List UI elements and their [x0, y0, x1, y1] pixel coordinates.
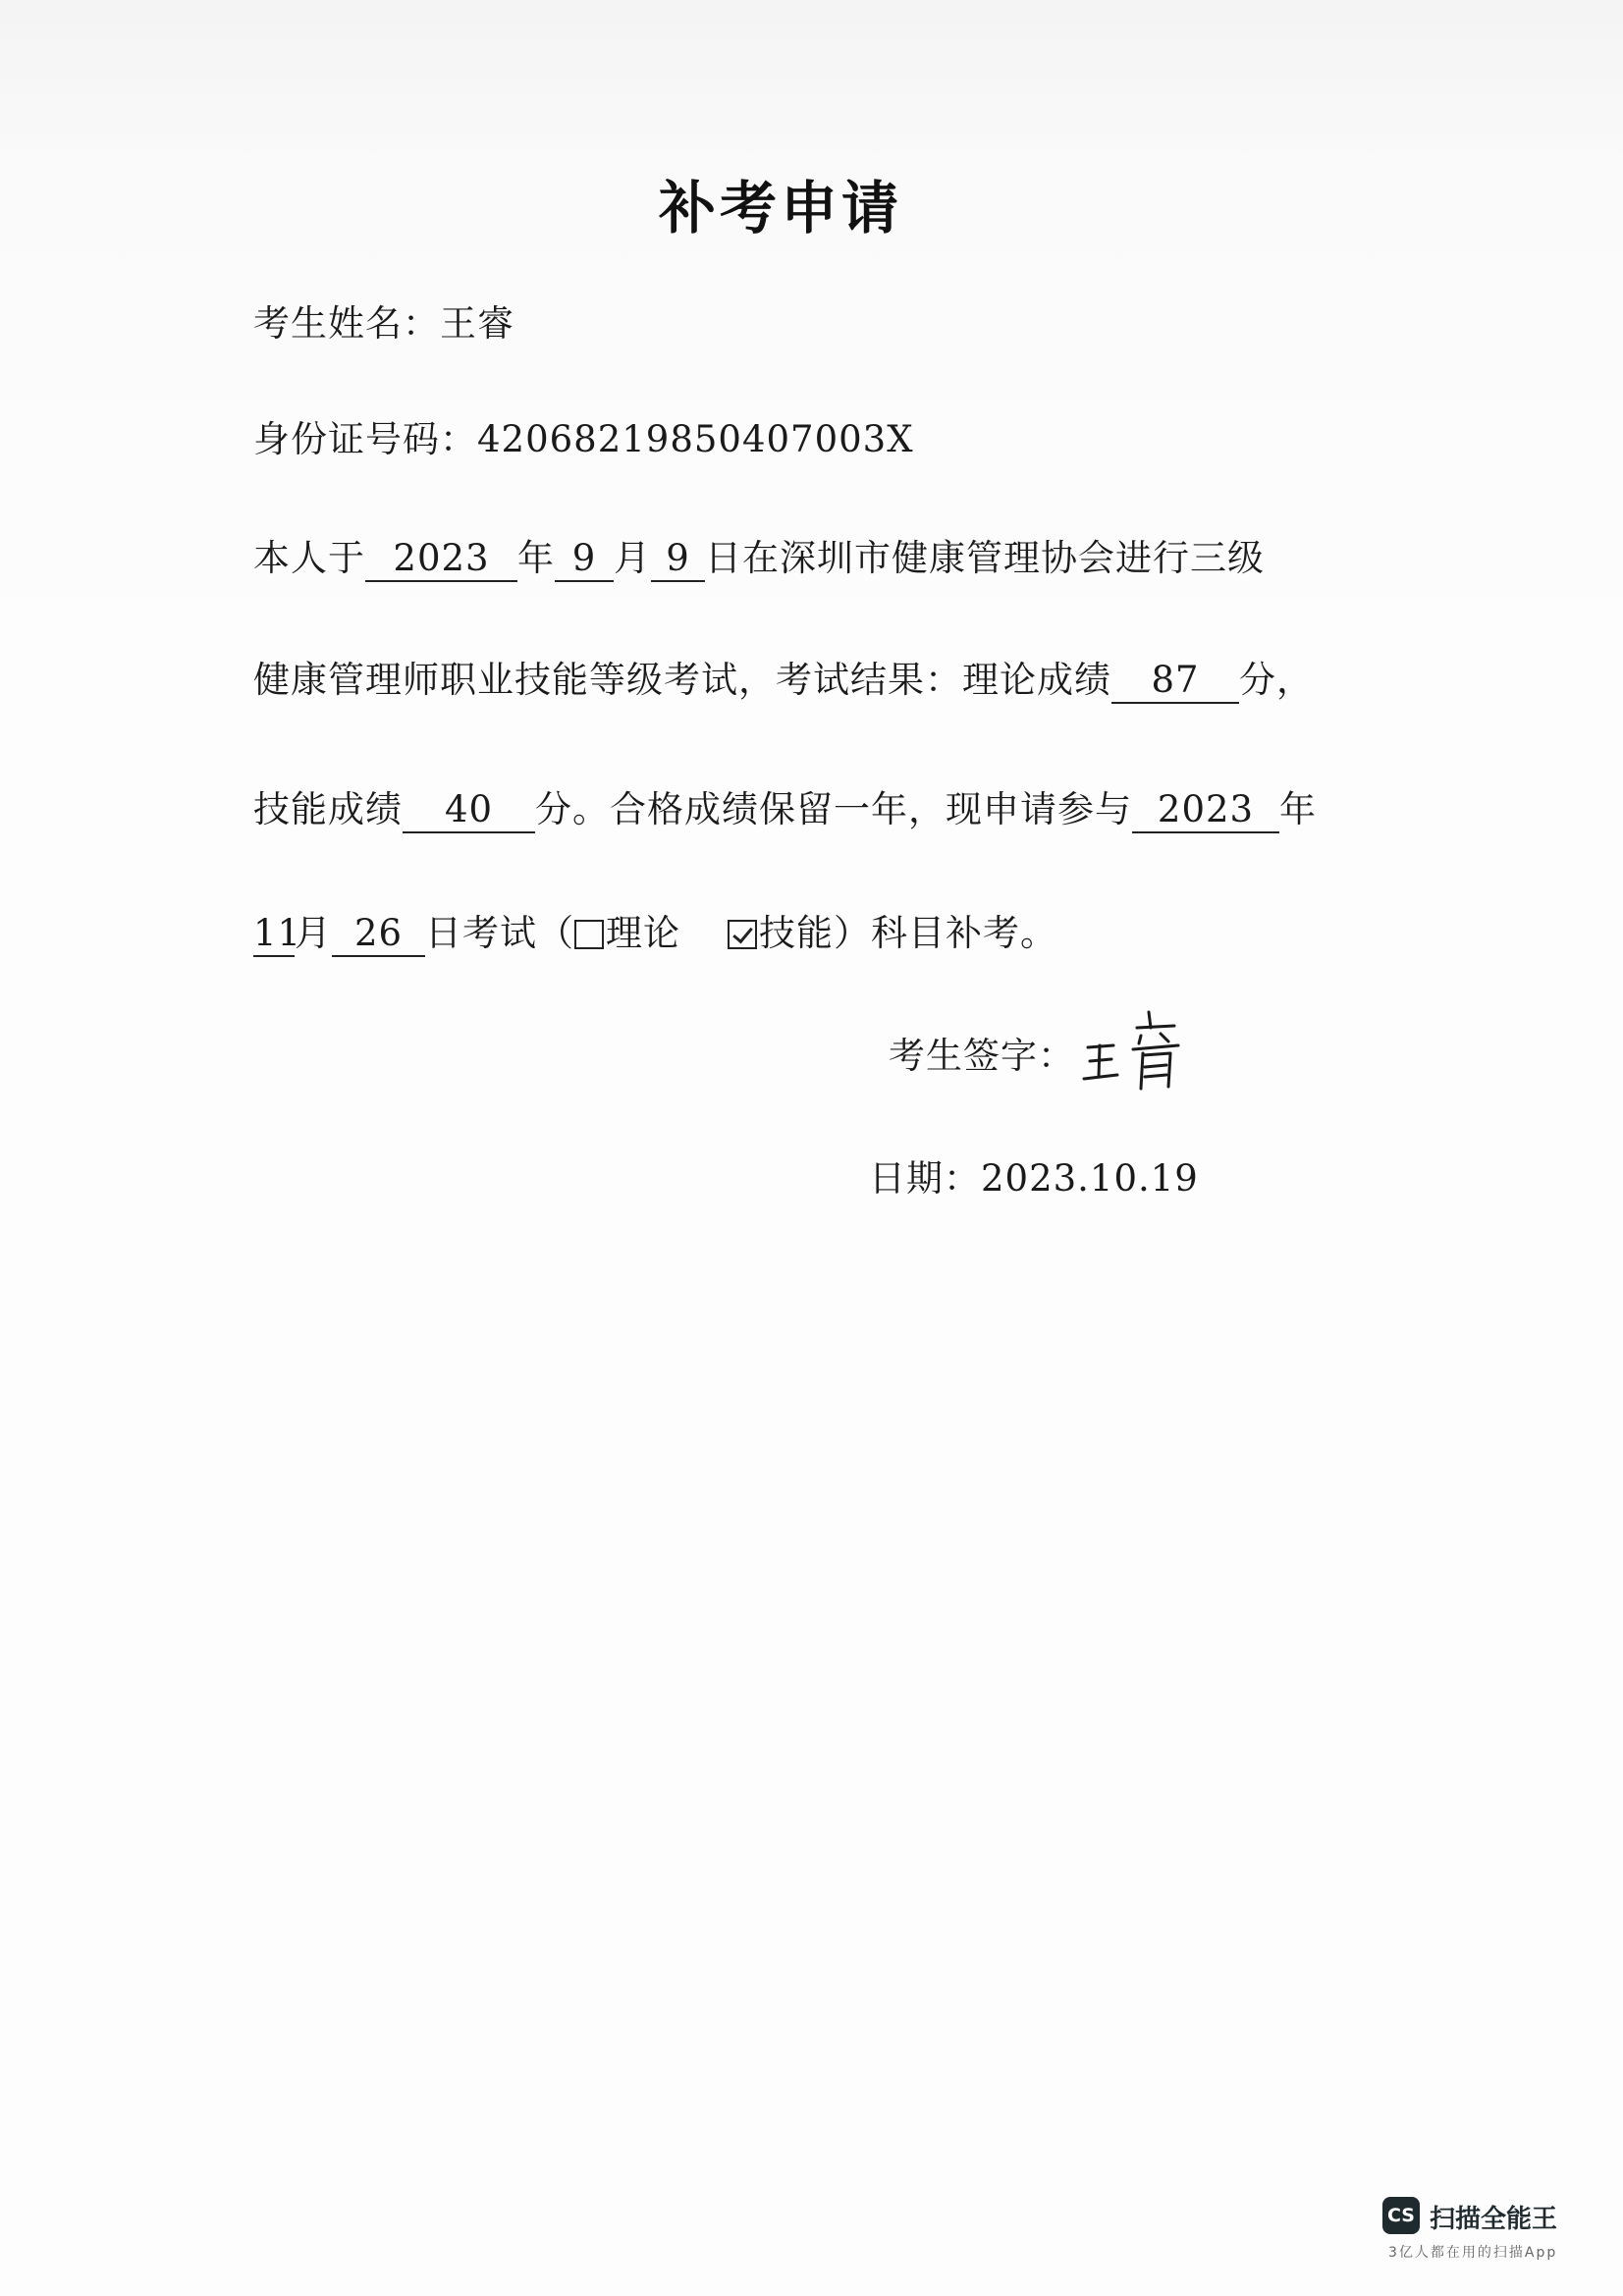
retake-year-blank: 2023 — [1132, 788, 1279, 833]
body-text: 健康管理师职业技能等级考试，考试结果：理论成绩 — [253, 659, 1111, 701]
handwritten-signature — [1080, 1006, 1198, 1095]
id-value: 42068219850407003X — [477, 418, 914, 460]
exam-day-blank: 9 — [651, 537, 705, 582]
exam-year-blank: 2023 — [365, 537, 517, 582]
signature-label: 考生签字： — [889, 1035, 1075, 1077]
theory-option-label: 理论 — [606, 912, 680, 954]
retake-month-blank: 11 — [253, 912, 295, 957]
body-text: 月 — [614, 537, 651, 579]
date-value: 2023.10.19 — [981, 1157, 1199, 1200]
retake-day-blank: 26 — [332, 912, 425, 957]
camscanner-logo-icon: CS — [1382, 2197, 1420, 2234]
skill-option-label: 技能 — [759, 912, 834, 954]
skill-checkbox-icon — [728, 920, 757, 949]
id-label: 身份证号码： — [253, 418, 477, 460]
body-text: 日在深圳市健康管理协会进行三级 — [705, 537, 1265, 579]
theory-score-blank: 87 — [1111, 659, 1239, 704]
body-line-1 — [253, 534, 1265, 583]
body-text: 分， — [1239, 659, 1314, 701]
body-line-3 — [253, 785, 1317, 834]
watermark-tagline: 3亿人都在用的扫描App — [1388, 2245, 1558, 2261]
body-text: 分。合格成绩保留一年，现申请参与 — [535, 788, 1132, 830]
body-text: 日考试（ — [425, 912, 574, 954]
skill-score-blank: 40 — [403, 788, 535, 833]
name-label: 考生姓名： — [253, 302, 440, 345]
theory-checkbox-icon — [574, 920, 604, 949]
name-value: 王睿 — [440, 302, 514, 345]
body-text: 本人于 — [253, 537, 365, 579]
scanner-watermark — [1382, 2197, 1608, 2266]
body-text: 年 — [517, 537, 555, 579]
name-row — [253, 299, 514, 348]
date-row — [869, 1148, 1199, 1201]
body-text: 月 — [295, 912, 332, 954]
body-text: ）科目补考。 — [834, 912, 1057, 954]
date-label: 日期： — [869, 1157, 981, 1200]
id-row — [253, 415, 914, 464]
document-title: 补考申请 — [658, 175, 902, 241]
body-line-2 — [253, 656, 1314, 705]
exam-month-blank: 9 — [555, 537, 614, 582]
body-text: 年 — [1279, 788, 1317, 830]
body-line-4 — [253, 909, 1057, 958]
body-text: 技能成绩 — [253, 788, 403, 830]
watermark-name: 扫描全能王 — [1430, 2205, 1558, 2234]
